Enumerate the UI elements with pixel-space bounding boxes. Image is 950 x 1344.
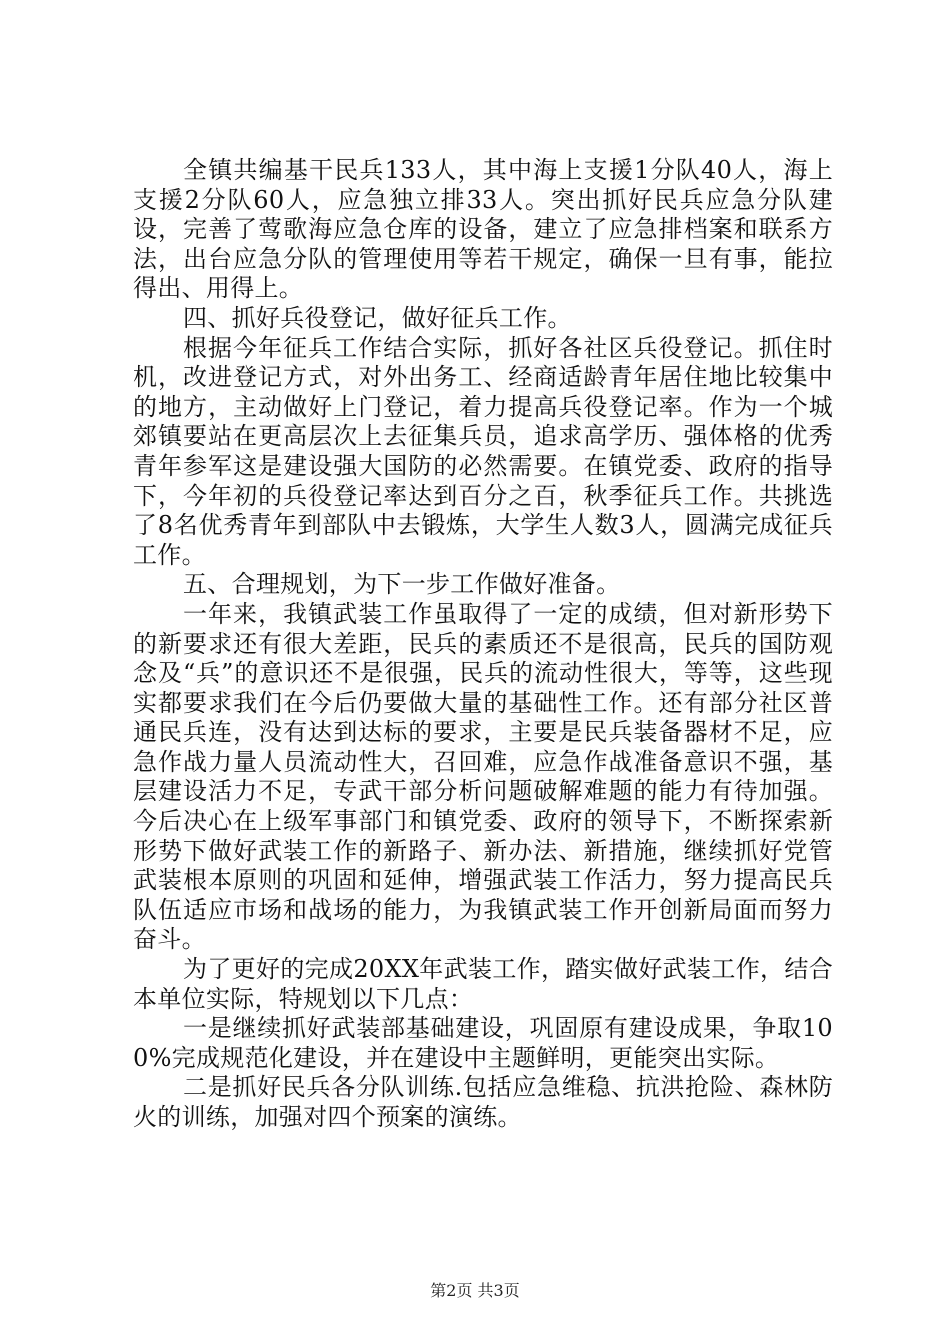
page-number-footer: 第2页 共3页 — [430, 1281, 520, 1300]
paragraph-plan-point-two: 二是抓好民兵各分队训练.包括应急维稳、抗洪抢险、森林防火的训练，加强对四个预案的演练。 — [133, 1073, 833, 1131]
paragraph-militia-organization: 全镇共编基干民兵133人，其中海上支援1分队40人，海上支援2分队60人，应急独立排33人。突出抓好民兵应急分队建设，完善了莺歌海应急仓库的设备，建立了应急排档案和联系方法，出台应急分队的管理使用等若干规定，确保一旦有事，能拉得出、用得上。 — [133, 156, 833, 303]
document-body — [133, 156, 833, 1133]
heading-section-four: 四、抓好兵役登记，做好征兵工作。 — [183, 303, 572, 332]
heading-section-five: 五、合理规划，为下一步工作做好准备。 — [183, 570, 621, 599]
paragraph-conscription: 根据今年征兵工作结合实际，抓好各社区兵役登记。抓住时机，改进登记方式，对外出务工、经商适龄青年居住地比较集中的地方，主动做好上门登记，着力提高兵役登记率。作为一个城郊镇要站在更高层次上去征集兵员，追求高学历、强体格的优秀青年参军这是建设强大国防的必然需要。在镇党委、政府的指导下，今年初的兵役登记率达到百分之百，秋季征兵工作。共挑选了8名优秀青年到部队中去锻炼，大学生人数3人，圆满完成征兵工作。 — [133, 333, 833, 569]
paragraph-annual-review: 一年来，我镇武装工作虽取得了一定的成绩，但对新形势下的新要求还有很大差距，民兵的素质还不是很高，民兵的国防观念及“兵”的意识还不是很强，民兵的流动性很大，等等，这些现实都要求我们在今后仍要做大量的基础性工作。还有部分社区普通民兵连，没有达到达标的要求，主要是民兵装备器材不足，应急作战力量人员流动性大，召回难，应急作战准备意识不强，基层建设活力不足，专武干部分析问题破解难题的能力有待加强。今后决心在上级军事部门和镇党委、政府的领导下，不断探索新形势下做好武装工作的新路子、新办法、新措施，继续抓好党管武装根本原则的巩固和延伸，增强武装工作活力，努力提高民兵队伍适应市场和战场的能力，为我镇武装工作开创新局面而努力奋斗。 — [133, 599, 833, 954]
paragraph-plan-point-one: 一是继续抓好武装部基础建设，巩固原有建设成果，争取100%完成规范化建设，并在建设中主题鲜明，更能突出实际。 — [133, 1014, 833, 1072]
paragraph-plan-intro: 为了更好的完成20XX年武装工作，踏实做好武装工作，结合本单位实际，特规划以下几点： — [133, 955, 833, 1013]
